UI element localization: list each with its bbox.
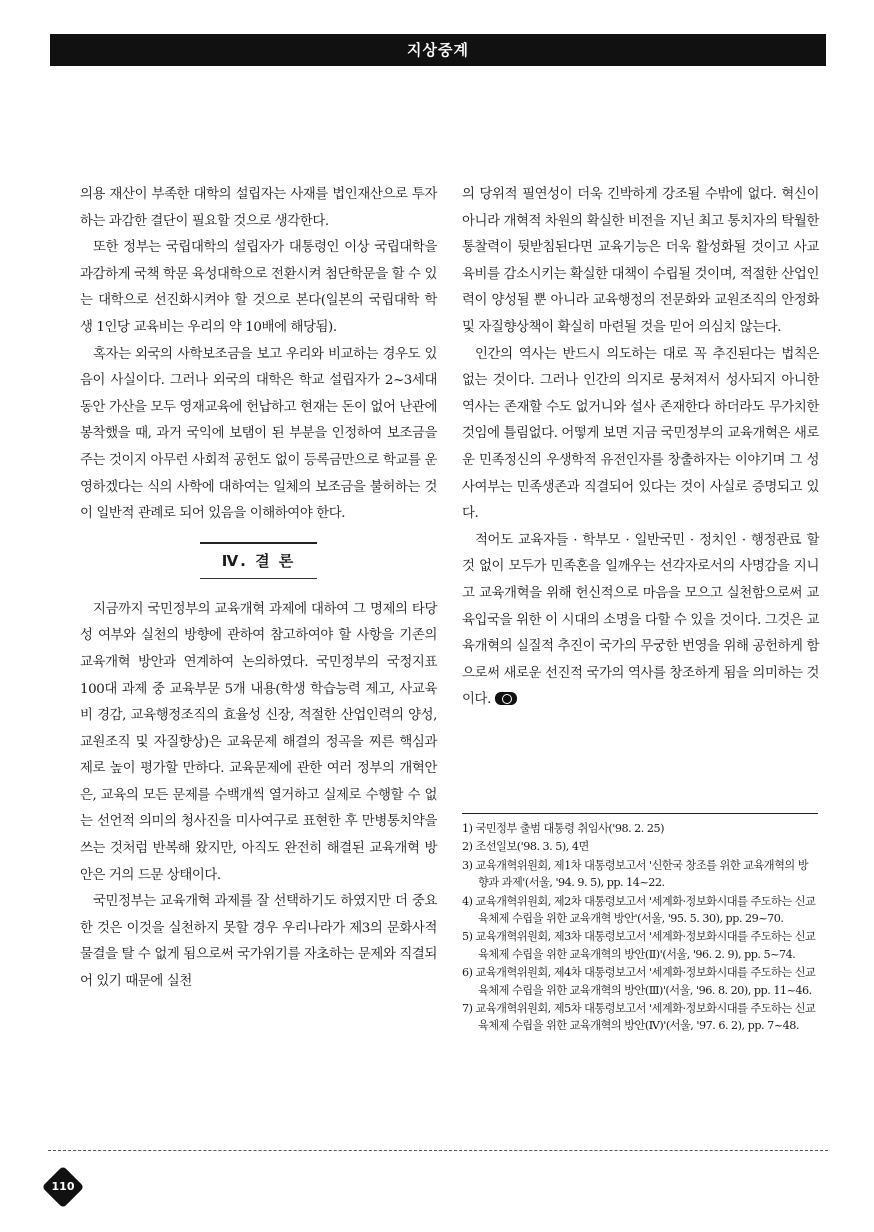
right-paragraph-2: 인간의 역사는 반드시 의도하는 대로 꼭 추진된다는 법칙은 없는 것이다. 그러나 인간의 의지로 뭉쳐져서 성사되지 아니한 역사는 존재할 수도 없거니와 설사 존재한다 하더라도 무가치한 것임에 틀림없다. 어떻게 보면 지금 국민정부의 교육개혁은 새로운 민족정신의 우생학적 유전인자를 창출하자는 이야기며 그 성사여부는 민족생존과 직결되어 있다는 것이 사실로 증명되고 있다. [462,346,819,522]
footnote-item: 2) 조선일보('98. 3. 5), 4면 [462,840,589,854]
heading-rule-bottom [200,578,317,579]
left-paragraph-5: 국민정부는 교육개혁 과제를 잘 선택하기도 하였지만 더 중요한 것은 이것을 실천하지 못할 경우 우리나라가 제3의 문화사적 물결을 탈 수 없게 됨으로써 국가위기를 자초하는 문제와 직결되어 있기 때문에 실천 [80,894,437,990]
footnote-item: 6) 교육개혁위원회, 제4차 대통령보고서 '세계화·정보화시대를 주도하는 신교육체제 수립을 위한 교육개혁의 방안(Ⅲ)'(서울, '96. 8. 20), pp. 11~46. [462,966,816,997]
end-of-article-icon [495,692,517,705]
diamond-page-badge [42,1166,84,1208]
left-column [80,182,437,996]
conclusion-heading [80,542,437,579]
footnote-divider [462,813,818,814]
footnote-item: 7) 교육개혁위원회, 제5차 대통령보고서 '세계화·정보화시대를 주도하는 신교육체제 수립을 위한 교육개혁의 방안(Ⅳ)'(서울, '97. 6. 2), pp. 7~48. [462,1002,816,1033]
section-header-bar [50,34,826,66]
page-number: 110 [51,1180,75,1193]
footer-dashed-rule [48,1150,828,1151]
right-column [462,182,819,714]
section-header-title: 지상중계 [407,41,469,59]
right-paragraph-3-wrap [462,528,819,714]
footnotes [462,820,818,1036]
right-paragraph-3: 적어도 교육자들 · 학부모 · 일반국민 · 정치인 · 행정관료 할 것 없이 모두가 민족혼을 일깨우는 선각자로서의 사명감을 지니고 교육개혁을 위해 헌신적으로 마음을 모으고 실천함으로써 교육입국을 위한 이 시대의 소명을 다할 수 있을 것이다. 그것은 교육개혁의 실질적 추진이 국가의 무궁한 번영을 위해 공헌하게 함으로써 새로운 선진적 국가의 역사를 창조하게 됨을 의미하는 것이다. [462,532,819,708]
right-paragraph-1: 의 당위적 필연성이 더욱 긴박하게 강조될 수밖에 없다. 혁신이 아니라 개혁적 차원의 확실한 비전을 지닌 최고 통치자의 탁월한 통찰력이 뒷받침된다면 교육기능은 더욱 활성화될 것이고 사교육비를 감소시키는 확실한 대책이 수립될 것이며, 적절한 산업인력이 양성될 뿐 아니라 교육행정의 전문화와 교원조직의 안정화 및 자질향상책이 확실히 마련될 것을 믿어 의심치 않는다. [462,187,819,335]
footnote-item: 4) 교육개혁위원회, 제2차 대통령보고서 '세계화·정보화시대를 주도하는 신교육체제 수립을 위한 교육개혁 방안'(서울, '95. 5. 30), pp. 29~70. [462,894,816,926]
conclusion-title: Ⅳ. 결 론 [221,551,296,570]
footnote-item: 5) 교육개혁위원회, 제3차 대통령보고서 '세계화·정보화시대를 주도하는 신교육체제 수립을 위한 교육개혁의 방안(Ⅱ)'(서울, '96. 2. 9), pp. 5~74. [462,930,816,961]
left-paragraph-1: 의용 재산이 부족한 대학의 설립자는 사재를 법인재산으로 투자하는 과감한 결단이 필요할 것으로 생각한다. [80,187,437,229]
left-paragraph-2: 또한 정부는 국립대학의 설립자가 대통령인 이상 국립대학을 과감하게 국책 학문 육성대학으로 전환시켜 첨단학문을 할 수 있는 대학으로 선진화시켜야 할 것으로 본다(일본의 국립대학 학생 1인당 교육비는 우리의 약 10배에 해당됨). [80,240,437,335]
footnote-item: 3) 교육개혁위원회, 제1차 대통령보고서 '신한국 창조를 위한 교육개혁의 방향과 과제'(서울, '94. 9. 5), pp. 14~22. [462,858,809,890]
left-paragraph-4: 지금까지 국민정부의 교육개혁 과제에 대하여 그 명제의 타당성 여부와 실천의 방향에 관하여 참고하여야 할 사항을 기존의 교육개혁 방안과 연계하여 논의하였다. 국민정부의 국정지표 100대 과제 중 교육부문 5개 내용(학생 학습능력 제고, 사교육비 경감, 교육행정조직의 효율성 신장, 적절한 산업인력의 양성, 교원조직 및 자질향상)은 교육문제 해결의 정곡을 찌른 핵심과제로 높이 평가할 만하다. 교육문제에 관한 여러 정부의 개혁안은, 교육의 모든 문제를 수백개씩 열거하고 실제로 수행할 수 없는 선언적 의미의 청사진을 미사여구로 표현한 후 만병통치약을 쓰는 것처럼 반복해 왔지만, 아직도 완전히 해결된 교육개혁 방안은 거의 드문 상태이다. [80,601,437,883]
left-paragraph-3: 혹자는 외국의 사학보조금을 보고 우리와 비교하는 경우도 있음이 사실이다. 그러나 외국의 대학은 학교 설립자가 2~3세대 동안 가산을 모두 영재교육에 헌납하고 현재는 돈이 없어 난관에 봉착했을 때, 과거 국익에 보탬이 된 부분을 인정하여 보조금을 주는 것이지 아무런 사회적 공헌도 없이 등록금만으로 학교를 운영하겠다는 식의 사학에 대하여는 일체의 보조금을 불허하는 것이 일반적 관례로 되어 있음을 이해하여야 한다. [80,346,437,522]
footnote-item: 1) 국민정부 출범 대통령 취임사('98. 2. 25) [462,822,665,835]
